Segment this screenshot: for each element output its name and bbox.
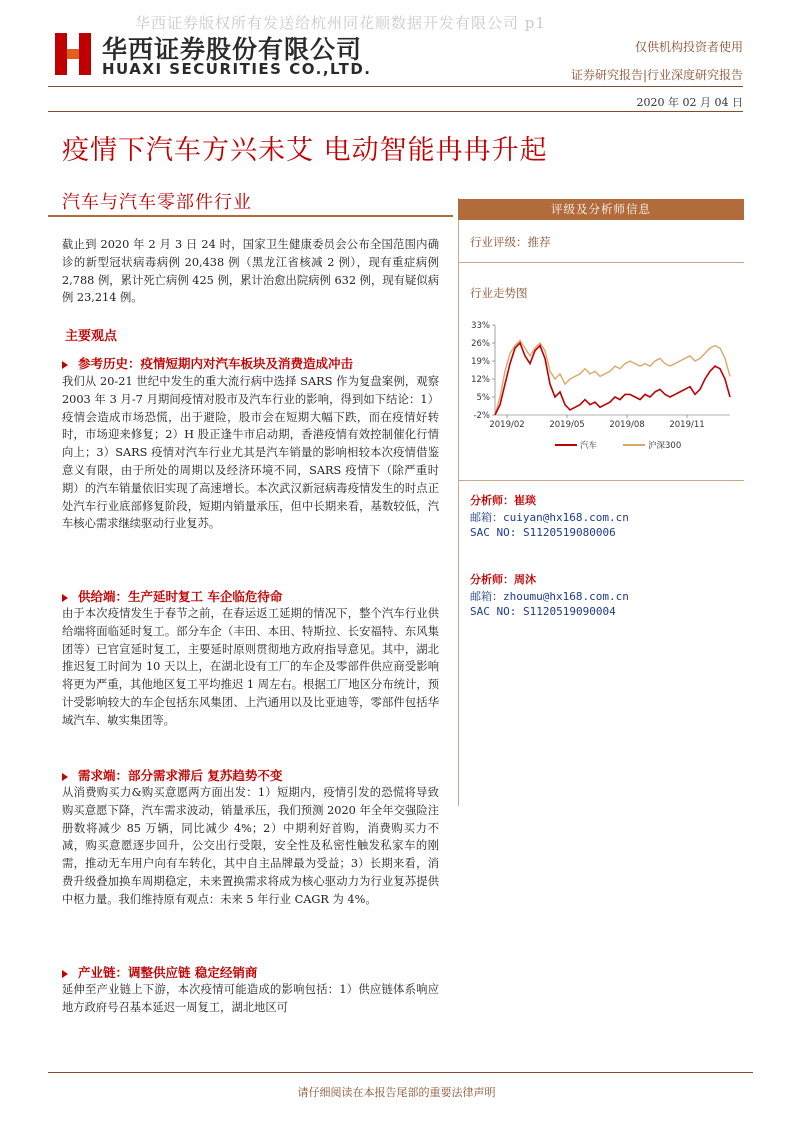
huaxi-logo-icon: [55, 33, 91, 75]
x-tick-label: 2019/08: [609, 420, 645, 430]
header-divider: [48, 86, 743, 87]
company-name-en: HUAXI SECURITIES CO.,LTD.: [102, 60, 372, 78]
footer-divider: [48, 1072, 753, 1073]
industry-trend-chart: [465, 315, 740, 465]
y-tick-label: 33%: [471, 321, 490, 331]
report-date: 2020 年 02 月 04 日: [636, 96, 743, 109]
date-divider: [48, 111, 743, 112]
legend-label: 汽车: [580, 441, 598, 451]
intro-paragraph: 截止到 2020 年 2 月 3 日 24 时，国家卫生健康委员会公布全国范围内确诊的新型冠状病毒病例 20,438 例（黑龙江省核减 2 例），现有重症病例 2,788 例，累计死亡病例 425 例，累计治愈出院病例 632 例，现有疑似病例 23,214 例。: [62, 238, 439, 305]
section-title: 供给端：生产延时复工 车企临危待命: [62, 587, 282, 605]
analyst-sac: SAC NO: S1120519090004: [470, 605, 616, 618]
analyst-email[interactable]: 邮箱：cuiyan@hx168.com.cn: [470, 511, 629, 524]
sidebar-header: 评级及分析师信息: [458, 199, 744, 220]
analyst-email[interactable]: 邮箱：zhoumu@hx168.com.cn: [470, 590, 629, 603]
x-tick-label: 2019/05: [549, 420, 585, 430]
x-tick-label: 2019/11: [669, 420, 705, 430]
series-line: [495, 343, 730, 415]
bullet-triangle-icon: [62, 361, 68, 369]
analyst-name: 分析师：崔琰: [470, 494, 536, 507]
legend-label: 沪深300: [648, 441, 682, 451]
section-body: 我们从 20-21 世纪中发生的重大流行病中选择 SARS 作为复盘案例，观察 2003 年 3 月-7 月期间疫情对股市及汽车行业的影响，得到如下结论：1）疫情会造成市场恐慌，出于避险，股市会在短期大幅下跌，而在疫情好转时，市场迎来修复；2）H 股正逢牛市启动期，香港疫情有效控制催化行情向上；3）SARS 疫情对汽车行业尤其是汽车销量的影响相较本次疫情借鉴意义有限，由于所处的周期以及经济环境不同，SARS 疫情下（除严重时期）的汽车销量依旧实现了高速增长。本次武汉新冠病毒疫情发生的时点正处汽车行业底部修复阶段，短期内销量承压，但中长期来看，基数较低，汽车核心需求继续驱动行业复苏。: [62, 375, 439, 531]
watermark: 华西证券版权所有发送给杭州同花顺数据开发有限公司 p1: [135, 14, 546, 32]
sidebar-divider: [458, 480, 744, 481]
section-body: 从消费购买力&购买意愿两方面出发：1）短期内，疫情引发的恐慌将导致购买意愿下降，汽车需求波动，销量承压，我们预测 2020 年全年交强险注册数将减少 85 万辆，同比减少 4%；2）中期利好首购，消费购买力不减，购买意愿逐步回升，公交出行受限，安全性及私密性触发私家车的刚需，推动无车用户向有车转化，其中自主品牌最为受益；3）长期来看，消费升级叠加换车周期稳定，未来置换需求将成为核心驱动力为行业复苏提供中枢力量。我们维持原有观点：未来 5 年行业 CAGR 为 4%。: [62, 786, 439, 906]
bullet-triangle-icon: [62, 970, 68, 978]
bullet-triangle-icon: [62, 773, 68, 781]
series-line: [495, 340, 730, 415]
industry-rating: 行业评级：推荐: [470, 235, 551, 249]
section-title: 产业链：调整供应链 稳定经销商: [62, 963, 257, 981]
report-type: 证券研究报告|行业深度研究报告: [570, 68, 743, 82]
y-tick-label: 19%: [471, 357, 490, 367]
section-body: 由于本次疫情发生于春节之前，在春运返工延期的情况下，整个汽车行业供给端将面临延时复工。部分车企（丰田、本田、特斯拉、长安福特、东风集团等）已官宣延时复工，主要延时原则贯彻地方政府指导意见。其中，湖北推迟复工时间为 10 天以上，在湖北设有工厂的车企及零部件供应商受影响将更为严重，其他地区复工平均推迟 1 周左右。根据工厂地区分布统计，预计受影响较大的车企包括东风集团、上汽通用以及比亚迪等，零部件包括华域汽车、敏实集团等。: [62, 607, 439, 727]
main-points-title: 主要观点: [65, 329, 118, 344]
y-tick-label: 5%: [476, 393, 490, 403]
audience-note: 仅供机构投资者使用: [634, 40, 743, 54]
analyst-name: 分析师：周沐: [470, 573, 536, 586]
company-name-cn: 华西证券股份有限公司: [102, 35, 363, 64]
section-title: 需求端：部分需求滞后 复苏趋势不变: [62, 766, 282, 784]
bullet-triangle-icon: [62, 594, 68, 602]
analyst-sac: SAC NO: S1120519080006: [470, 526, 616, 539]
section-body: 延伸至产业链上下游，本次疫情可能造成的影响包括：1）供应链体系响应地方政府号召基本延迟一周复工，湖北地区可: [62, 983, 439, 1014]
chart-label: 行业走势图: [470, 286, 528, 300]
sidebar-divider: [458, 262, 744, 263]
industry-divider: [48, 215, 453, 217]
y-tick-label: -2%: [473, 411, 490, 421]
y-tick-label: 12%: [471, 375, 490, 385]
report-title: 疫情下汽车方兴未艾 电动智能冉冉升起: [62, 135, 548, 166]
x-tick-label: 2019/02: [489, 420, 525, 430]
section-title: 参考历史：疫情短期内对汽车板块及消费造成冲击: [62, 354, 353, 372]
footer-note: 请仔细阅读在本报告尾部的重要法律声明: [297, 1086, 496, 1099]
industry-name: 汽车与汽车零部件行业: [62, 192, 252, 213]
y-tick-label: 26%: [471, 339, 490, 349]
